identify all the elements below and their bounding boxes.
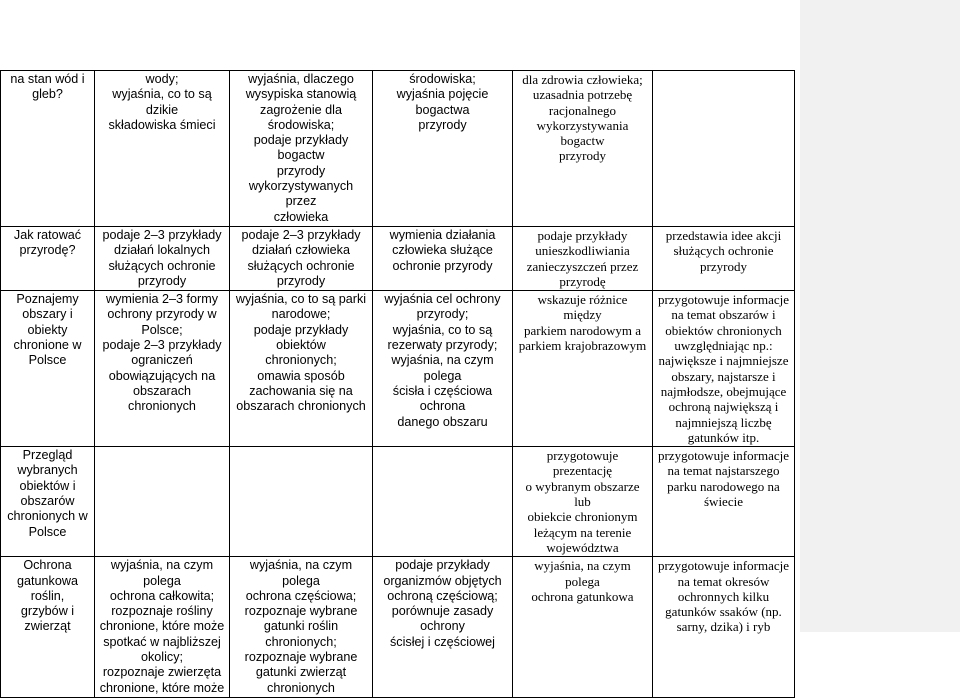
cell-text-line: wyjaśnia, na czym polega [534, 558, 634, 589]
requirement-cell [653, 226, 795, 290]
topic-cell [1, 226, 95, 290]
cell-text-line: przyrody [276, 163, 326, 178]
table-row [1, 226, 795, 290]
cell-text-line: podaje przykłady [395, 558, 490, 573]
cell-text-line: przyrody; [416, 307, 469, 322]
cell-text-line: zachowania się na [249, 383, 353, 398]
cell-text-line: gatunki roślin [263, 619, 339, 634]
requirement-cell [653, 557, 795, 698]
cell-text-line: obiektów chronionych [665, 322, 782, 338]
cell-text-line: gatunkowa roślin, [17, 573, 82, 603]
cell-text-line: wyjaśnia cel ochrony [384, 292, 501, 307]
requirement-cell [95, 291, 230, 447]
requirement-cell [373, 557, 513, 698]
topic-cell [1, 557, 95, 698]
cell-text-line: chronionych w [7, 509, 88, 524]
requirement-cell [373, 226, 513, 290]
cell-text-line: przyrody [559, 148, 606, 164]
cell-text-line: unieszkodliwiania [535, 243, 630, 259]
cell-text-line: przygotowuje informacje [657, 448, 790, 464]
cell-text-line: największe i najmniejsze [658, 353, 789, 369]
cell-text-line: gatunków itp. [687, 429, 760, 445]
cell-text-line: podaje 2–3 przykłady [241, 227, 361, 242]
requirement-cell [653, 447, 795, 557]
cell-text-line: gleb? [32, 87, 63, 102]
cell-text-line: wyjaśnia, na czym polega [391, 353, 498, 383]
requirement-cell [95, 447, 230, 557]
cell-text-line: obiekcie chronionym [527, 509, 638, 525]
cell-text-line: parku narodowego na [667, 478, 780, 494]
cell-text-line: obszary i obiekty [22, 307, 77, 337]
cell-text-line: przygotowuje prezentację [546, 448, 622, 479]
cell-text-line: przyrodę? [19, 243, 76, 258]
cell-text-line: podaje 2–3 przykłady [102, 227, 222, 242]
requirement-cell [95, 226, 230, 290]
cell-text-line: wyjaśnia, dlaczego [248, 72, 354, 86]
cell-text-line: ochronnych kilku [677, 588, 770, 604]
cell-text-line: porównuje zasady ochrony [391, 604, 497, 634]
table-row [1, 557, 795, 698]
cell-text-line: ochronie przyrody [392, 258, 493, 273]
cell-text-line: chronione, które może [99, 680, 225, 695]
cell-text-line: obszary, najstarsze i [671, 368, 776, 384]
cell-text-line: narodowe; [271, 307, 331, 322]
cell-text-line: na temat najstarszego [667, 463, 780, 479]
cell-text-line: środowiska; [409, 72, 476, 86]
cell-text-line: przyrody [276, 273, 326, 288]
cell-text-line: województwa [546, 539, 619, 555]
cell-text-line: wyjaśnia pojęcie bogactwa [396, 87, 492, 117]
requirement-cell [513, 226, 653, 290]
table-row [1, 447, 795, 557]
cell-text-line: działań lokalnych [114, 243, 210, 258]
cell-text-line: danego obszaru [397, 414, 488, 429]
cell-text-line: chronionych [267, 680, 335, 695]
cell-text-line: wyjaśnia, co to są dzikie [112, 87, 216, 117]
cell-text-line: wymienia 2–3 formy [106, 292, 218, 307]
cell-text-line: dla zdrowia człowieka; [522, 72, 643, 87]
cell-text-line: najmłodsze, obejmujące [660, 383, 787, 399]
cell-text-line: wybranych [17, 463, 78, 478]
cell-text-line: organizmów objętych [383, 573, 502, 588]
right-side-panel [800, 0, 960, 632]
cell-text-line: wykorzystywanych przez [248, 179, 357, 209]
cell-text-line: przedstawia idee akcji [665, 227, 782, 243]
cell-text-line: parkiem narodowym a [524, 322, 641, 338]
cell-text-line: zagrożenie dla środowiska; [260, 102, 346, 132]
cell-text-line: podaje przykłady obiektów [253, 322, 352, 353]
cell-text-line: podaje przykłady [537, 227, 628, 243]
cell-text-line: Przegląd [22, 448, 73, 463]
requirement-cell [230, 291, 373, 447]
cell-text-line: obszarach chronionych [128, 383, 196, 414]
requirement-cell [513, 291, 653, 447]
topic-cell [1, 447, 95, 557]
cell-text-line: Poznajemy [16, 292, 79, 307]
cell-text-line: spotkać w najbliższej [103, 634, 221, 649]
cell-text-line: chronionych; [265, 353, 337, 368]
cell-text-line: przyrody [137, 273, 187, 288]
requirement-cell [230, 71, 373, 227]
cell-text-line: ograniczeń [131, 353, 193, 368]
cell-text-line: ścisła i częściowa ochrona [392, 383, 496, 414]
cell-text-line: wykorzystywania bogactw [536, 117, 632, 149]
cell-text-line: wysypiska stanowią [245, 87, 357, 102]
cell-text-line: człowieka [273, 209, 329, 224]
cell-text-line: służących ochronie [673, 243, 774, 259]
cell-text-line: rozpoznaje wybrane [244, 604, 358, 619]
cell-text-line: służących ochronie [108, 258, 216, 273]
cell-text-line: okolicy; [141, 649, 183, 664]
cell-text-line: parkiem krajobrazowym [518, 338, 647, 354]
cell-text-line: podaje 2–3 przykłady [102, 338, 222, 353]
cell-text-line: leżącym na terenie [533, 524, 632, 540]
requirement-cell [373, 71, 513, 227]
cell-text-line: świecie [704, 494, 743, 510]
cell-text-line: wyjaśnia, na czym polega [110, 558, 217, 588]
cell-text-line: o wybranym obszarze lub [525, 478, 643, 510]
cell-text-line: Jak ratować [13, 227, 82, 242]
requirement-cell [513, 447, 653, 557]
table-row [1, 71, 795, 227]
cell-text-line: zwierząt [24, 619, 71, 634]
cell-text-line: wody; [145, 72, 179, 86]
cell-text-line: omawia sposób [257, 368, 345, 383]
cell-text-line: Polsce; [141, 322, 183, 337]
cell-text-line: przyrody [700, 258, 747, 274]
requirement-cell [230, 226, 373, 290]
cell-text-line: chronione, które może [99, 619, 225, 634]
requirement-cell [513, 71, 653, 227]
cell-text-line: ochrona całkowita; [109, 588, 215, 603]
requirement-cell [230, 447, 373, 557]
cell-text-line: rozpoznaje wybrane [244, 649, 358, 664]
cell-text-line: Ochrona [23, 558, 72, 573]
topic-cell [1, 71, 95, 227]
cell-text-line: służących ochronie [247, 258, 355, 273]
requirement-cell [653, 291, 795, 447]
cell-text-line: ochrony przyrody w [107, 307, 217, 322]
cell-text-line: uwzględniając np.: [674, 338, 773, 354]
cell-text-line: przygotowuje informacje [657, 558, 790, 574]
cell-text-line: wskazuje różnice między [537, 292, 631, 323]
cell-text-line: na stan wód i [10, 72, 85, 86]
cell-text-line: wymienia działania [389, 227, 496, 242]
cell-text-line: ochrona częściowa; [245, 588, 357, 603]
requirement-cell [513, 557, 653, 698]
requirement-cell [95, 557, 230, 698]
topic-cell [1, 291, 95, 447]
cell-text-line: na temat obszarów i [671, 307, 776, 323]
cell-text-line: podaje przykłady bogactw [253, 133, 352, 163]
cell-text-line: człowieka służące [392, 243, 493, 258]
cell-text-line: najmniejszą liczbę [675, 414, 772, 430]
table-row [1, 291, 795, 447]
curriculum-table [0, 70, 795, 698]
cell-text-line: ochroną częściową; [387, 588, 498, 603]
cell-text-line: ochroną największą i [668, 399, 779, 415]
requirement-cell [95, 71, 230, 227]
cell-text-line: racjonalnego [548, 102, 617, 118]
cell-text-line: obiektów i [19, 478, 76, 493]
cell-text-line: wyjaśnia, co to są parki [235, 292, 367, 307]
cell-text-line: przygotowuje informacje [657, 292, 790, 308]
cell-text-line: wyjaśnia, co to są [392, 322, 493, 337]
cell-text-line: Polsce [28, 353, 67, 368]
cell-text-line: chronionych; [265, 634, 337, 649]
cell-text-line: zanieczyszczeń przez [526, 258, 639, 274]
cell-text-line: gatunki zwierząt [255, 665, 347, 680]
requirement-cell [230, 557, 373, 698]
cell-text-line: uzasadnia potrzebę [532, 87, 633, 103]
cell-text-line: na temat okresów [677, 573, 770, 589]
cell-text-line: składowiska śmieci [108, 117, 216, 132]
cell-text-line: ochrona gatunkowa [531, 588, 634, 604]
cell-text-line: obszarach chronionych [236, 399, 366, 414]
requirement-cell [373, 291, 513, 447]
cell-text-line: obszarów [20, 494, 75, 509]
cell-text-line: Polsce [28, 524, 67, 539]
cell-text-line: grzybów i [20, 604, 75, 619]
requirement-cell [653, 71, 795, 227]
cell-text-line: sarny, dzika) i ryb [676, 619, 771, 635]
cell-text-line: rozpoznaje zwierzęta [102, 665, 222, 680]
cell-text-line: obowiązujących na [108, 368, 216, 383]
cell-text-line: gatunków ssaków (np. [665, 604, 782, 620]
cell-text-line: rezerwaty przyrody; [387, 338, 498, 353]
cell-text-line: działań człowieka [251, 243, 350, 258]
cell-text-line: przyrodę [559, 273, 606, 289]
cell-text-line: rozpoznaje rośliny [111, 604, 213, 619]
cell-text-line: chronione w [13, 338, 82, 353]
cell-text-line: wyjaśnia, na czym polega [249, 558, 356, 588]
requirement-cell [373, 447, 513, 557]
cell-text-line: przyrody [418, 117, 467, 132]
cell-text-line: ścisłej i częściowej [390, 634, 495, 649]
